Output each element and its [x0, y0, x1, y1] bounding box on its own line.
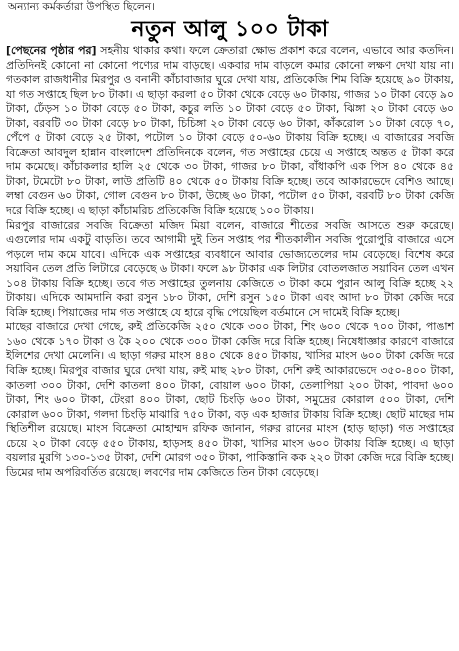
- paragraph-text: মিরপুর বাজারের সবজি বিক্রেতা মজিদ মিয়া বলেন, বাজারে শীতের সবজি আসতে শুরু করেছে। এগুলোর দাম একটু বাড়তি। তবে আগামী দুই তিন সপ্তাহ পর শীতকালীন সবজি পুরোপুরি বাজারে এসে পড়লে দাম কমে যাবে। এদিকে এক সপ্তাহের ব্যবধানে আবার ভোজ্যতেলের দাম বেড়েছে। বিশেষ করে সয়াবিন তেল প্রতি লিটারে বেড়েছে ৬ টাকা। ফলে ৯৮ টাকার এক লিটার বোতলজাত সয়াবিন তেল এখন ১০৪ টাকায় বিক্রি হচ্ছে। তবে গত সপ্তাহের তুলনায় কেজিতে ৩ টাকা কমে পুরান আলু বিক্রি হচ্ছে ২২ টাকায়। এদিকে আমদানি করা রসুন ১৮০ টাকা, দেশি রসুন ১৫০ টাকা এবং আদা ৮০ টাকা কেজি দরে বিক্রি হচ্ছে। পিয়াজের দাম গত সপ্তাহে যে হারে বৃদ্ধি পেয়েছিল বর্তমানে সে দামেই বিক্রি হচ্ছে।: [6, 218, 454, 319]
- body-paragraph: [6, 219, 454, 321]
- paragraph-text: সহনীয় থাকার কথা। ফলে ক্রেতারা ক্ষোভ প্রকাশ করে বলেন, এভাবে আর কতদিন। প্রতিদিনই কোনো না কোনো পণ্যের দাম বাড়ছে। একবার দাম বাড়লে কমার কোনো লক্ষণ দেখা যায় না। গতকাল রাজধানীর মিরপুর ও বনানী কাঁচাবাজার ঘুরে দেখা যায়, প্রতিকেজি শিম বিক্রি হয়েছে ৯০ টাকায়, যা গত সপ্তাহে ছিল ৮০ টাকা। এ ছাড়া করলা ৫০ টাকা থেকে বেড়ে ৬০ টাকায়, গাজর ১০ টাকা বেড়ে ৯০ টাকা, ঢেঁড়স ১০ টাকা বেড়ে ৫০ টাকা, কচুর লতি ১০ টাকা বেড়ে ৫০ টাকা, ঝিঙ্গা ২০ টাকা বেড়ে ৬০ টাকা, বরবটি ৩০ টাকা বেড়ে ৮০ টাকা, চিচিঙ্গা ২০ টাকা বেড়ে ৬০ টাকা, কাঁকরোল ১০ টাকা বেড়ে ৭০, পেঁপে ৫ টাকা বেড়ে ২৫ টাকা, পটোল ১০ টাকা বেড়ে ৫০-৬০ টাকায় বিক্রি হচ্ছে। এ বাজারের সবজি বিক্রেতা আবদুল হান্নান বাংলাদেশ প্রতিদিনকে বলেন, গত সপ্তাহের চেয়ে এ সপ্তাহে অন্তত ৫ টাকা করে দাম কমেছে। কাঁচাকলার হালি ২৫ থেকে ৩০ টাকা, গাজর ৮০ টাকা, বাঁধাকপি এক পিস ৪০ থেকে ৪৫ টাকা, টমেটো ৮০ টাকা, লাউ প্রতিটি ৪০ থেকে ৫০ টাকায় বিক্রি হচ্ছে। তবে আকারভেদে বেশিও আছে। লম্বা বেগুন ৬০ টাকা, গোল বেগুন ৮০ টাকা, উচ্ছে ৬০ টাকা, পটোল ৫০ টাকা, বরবটি ৮০ টাকা কেজি দরে বিক্রি হচ্ছে। এ ছাড়া কাঁচামরিচ প্রতিকেজি বিক্রি হয়েছে ১০০ টাকায়।: [6, 44, 454, 218]
- continuation-kicker: [পেছনের পৃষ্ঠার পর]: [6, 44, 97, 57]
- body-paragraph: [6, 44, 454, 219]
- article-body: [6, 44, 454, 480]
- preceding-text-line: অন্যান্য কর্মকর্তারা উপস্থিত ছিলেন।: [8, 1, 155, 13]
- body-paragraph: [6, 320, 454, 480]
- headline: নতুন আলু ১০০ টাকা: [131, 17, 329, 42]
- paragraph-text: মাছের বাজারে দেখা গেছে, রুই প্রতিকেজি ২৫০ থেকে ৩০০ টাকা, শিং ৬০০ থেকে ৭০০ টাকা, পাঙাশ ১৬০ থেকে ১৭০ টাকা ও কৈ ২০০ থেকে ৩০০ টাকা কেজি দরে বিক্রি হচ্ছে। নিষেধাজ্ঞার কারণে বাজারে ইলিশের দেখা মেলেনি। এ ছাড়া গরুর মাংস ৪৪০ থেকে ৪৫০ টাকায়, খাসির মাংস ৬০০ টাকা কেজি দরে বিক্রি হচ্ছে। মিরপুর বাজার ঘুরে দেখা যায়, রুই মাছ ২৮০ টাকা, দেশি রুই আকারভেদে ৩৫০-৪০০ টাকা, কাতলা ৩০০ টাকা, দেশি কাতলা ৪০০ টাকা, বোয়াল ৬০০ টাকা, তেলাপিয়া ২০০ টাকা, পাবদা ৬০০ টাকা, শিং ৬০০ টাকা, টেংরা ৪০০ টাকা, ছোট চিংড়ি ৬০০ টাকা, সমুদ্রের কোরাল ৫০০ টাকা, দেশি কোরাল ৬০০ টাকা, গলদা চিংড়ি মাঝারি ৭৫০ টাকা, বড় এক হাজার টাকায় বিক্রি হচ্ছে। ছোট মাছের দাম স্থিতিশীল রয়েছে। মাংস বিক্রেতা মোহাম্মদ রফিক জানান, গরুর রানের মাংস (হাড় ছাড়া) গত সপ্তাহের চেয়ে ২০ টাকা বেড়ে ৫৫০ টাকায়, হাড়সহ ৪৫০ টাকা, খাসির মাংস ৬০০ টাকায় বিক্রি হচ্ছে। এ ছাড়া বয়লার মুরগি ১৩০-১৩৫ টাকা, দেশি মোরগ ৩৫০ টাকা, পাকিস্তানি কক ২২০ টাকা কেজি দরে বিক্রি হচ্ছে। ডিমের দাম অপরিবর্তিত রয়েছে। লবণের দাম কেজিতে তিন টাকা বেড়েছে।: [6, 320, 454, 479]
